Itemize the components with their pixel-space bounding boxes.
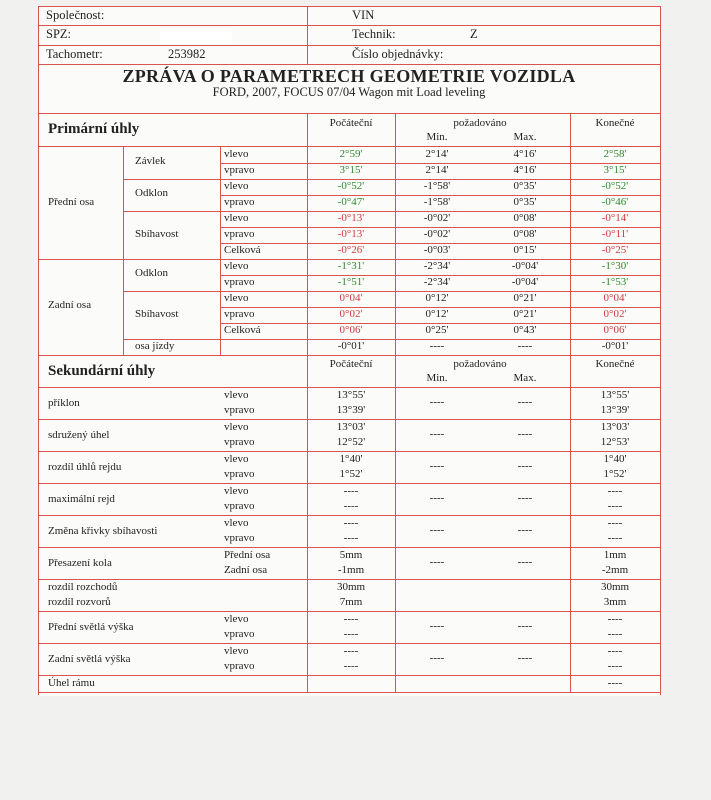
max-value: 0°35': [513, 196, 537, 208]
grid-line: [38, 547, 660, 548]
grid-line: [38, 515, 660, 516]
min-value: -0°02': [423, 228, 451, 240]
final-value: 2°58': [603, 148, 627, 160]
side-label: vlevo: [224, 180, 249, 192]
final-value: ----: [607, 660, 623, 672]
col-final: Konečné: [595, 358, 635, 370]
side-label: Zadní osa: [224, 564, 268, 576]
technician-label: Technik:: [352, 27, 396, 41]
header-block: [38, 6, 660, 64]
min-value: -2°34': [423, 260, 451, 272]
max-value: ----: [517, 428, 533, 440]
min-value: 2°14': [425, 164, 449, 176]
grid-line: [38, 146, 660, 147]
side-label: vpravo: [224, 228, 255, 240]
side-label: vlevo: [224, 485, 249, 497]
col-max: Max.: [513, 372, 537, 384]
grid-line: [307, 6, 308, 64]
group-camber: Odklon: [135, 187, 168, 199]
max-value: 0°15': [513, 244, 537, 256]
side-label: vlevo: [224, 613, 249, 625]
final-value: -0°25': [601, 244, 629, 256]
initial-value: 13°03': [336, 421, 366, 433]
secondary-row-label: Přesazení kola: [48, 557, 112, 569]
final-value: -1°53': [601, 276, 629, 288]
secondary-row-label: Změna křivky sbíhavosti: [48, 525, 158, 537]
initial-value: -1°31': [337, 260, 365, 272]
initial-value: 12°52': [336, 436, 366, 448]
min-value: -2°34': [423, 276, 451, 288]
final-value: ----: [607, 645, 623, 657]
final-value: 1°40': [603, 453, 627, 465]
final-value: 30mm: [600, 581, 630, 593]
grid-line: [123, 146, 124, 355]
company-label: Společnost:: [46, 8, 105, 22]
final-value: ----: [607, 532, 623, 544]
max-value: 0°21': [513, 292, 537, 304]
final-value: -0°52': [601, 180, 629, 192]
odometer-label: Tachometr:: [46, 47, 103, 61]
initial-value: 1°52': [339, 468, 363, 480]
group-toe: Závlek: [135, 155, 166, 167]
secondary-row-label: příklon: [48, 397, 80, 409]
min-value: ----: [429, 460, 445, 472]
secondary-row-label: sdružený úhel: [48, 429, 110, 441]
min-value: 0°25': [425, 324, 449, 336]
side-label: vpravo: [224, 660, 255, 672]
grid-line: [220, 195, 660, 196]
initial-value: 13°39': [336, 404, 366, 416]
max-value: 0°43': [513, 324, 537, 336]
final-value: 1mm: [603, 549, 627, 561]
side-label: Celková: [224, 324, 261, 336]
min-value: ----: [429, 556, 445, 568]
grid-line: [220, 146, 221, 355]
max-value: ----: [517, 620, 533, 632]
col-final: Konečné: [595, 117, 635, 129]
initial-value: 1°40': [339, 453, 363, 465]
initial-value: ----: [343, 628, 359, 640]
grid-line: [123, 211, 660, 212]
col-max: Max.: [513, 131, 537, 143]
final-value: 3mm: [603, 596, 627, 608]
max-value: ----: [517, 460, 533, 472]
side-label: vlevo: [224, 453, 249, 465]
initial-value: -0°26': [337, 244, 365, 256]
final-value: -0°11': [601, 228, 629, 240]
grid-line: [38, 387, 660, 388]
side-label: Přední osa: [224, 549, 271, 561]
secondary-row-label: rozdíl rozchodů: [48, 581, 118, 593]
initial-value: 0°02': [339, 308, 363, 320]
secondary-row-label: Přední světlá výška: [48, 621, 134, 633]
col-min: Min.: [426, 131, 448, 143]
min-value: ----: [429, 620, 445, 632]
final-value: -0°14': [601, 212, 629, 224]
min-value: ----: [429, 396, 445, 408]
vin-label: VIN: [352, 8, 375, 22]
side-label: vpravo: [224, 276, 255, 288]
final-value: 1°52': [603, 468, 627, 480]
final-value: 13°03': [600, 421, 630, 433]
side-label: vlevo: [224, 260, 249, 272]
initial-value: -0°01': [337, 340, 365, 352]
max-value: 0°21': [513, 308, 537, 320]
initial-value: -1mm: [337, 564, 365, 576]
grid-line: [38, 692, 660, 693]
min-value: 2°14': [425, 148, 449, 160]
max-value: 0°08': [513, 212, 537, 224]
secondary-row-label: rozdíl úhlů rejdu: [48, 461, 122, 473]
col-initial: Počáteční: [329, 117, 373, 129]
final-value: ----: [607, 485, 623, 497]
max-value: 4°16': [513, 148, 537, 160]
initial-value: 5mm: [339, 549, 363, 561]
grid-line: [38, 259, 660, 260]
min-value: -1°58': [423, 180, 451, 192]
grid-line: [220, 163, 660, 164]
grid-line: [38, 45, 660, 46]
grid-line: [38, 611, 660, 612]
grid-line: [220, 227, 660, 228]
initial-value: -0°13': [337, 228, 365, 240]
side-label: Celková: [224, 244, 261, 256]
min-value: ----: [429, 652, 445, 664]
max-value: -0°04': [511, 276, 539, 288]
grid-line: [220, 275, 660, 276]
side-label: vpravo: [224, 532, 255, 544]
grid-line: [123, 179, 660, 180]
min-value: 0°12': [425, 292, 449, 304]
side-label: vlevo: [224, 148, 249, 160]
grid-line: [307, 355, 308, 692]
grid-line: [570, 355, 571, 692]
min-value: -0°02': [423, 212, 451, 224]
report-title: ZPRÁVA O PARAMETRECH GEOMETRIE VOZIDLA: [122, 66, 576, 86]
min-value: ----: [429, 524, 445, 536]
group-thrust-angle: osa jízdy: [135, 340, 175, 352]
final-value: 12°53': [600, 436, 630, 448]
col-initial: Počáteční: [329, 358, 373, 370]
final-value: -1°30': [601, 260, 629, 272]
final-value: 0°02': [603, 308, 627, 320]
col-required: požadováno: [453, 358, 507, 370]
side-label: vpravo: [224, 308, 255, 320]
side-label: vpravo: [224, 628, 255, 640]
max-value: ----: [517, 396, 533, 408]
min-value: -1°58': [423, 196, 451, 208]
min-value: 0°12': [425, 308, 449, 320]
side-label: vpravo: [224, 468, 255, 480]
final-value: 0°04': [603, 292, 627, 304]
min-value: ----: [429, 492, 445, 504]
final-value: -0°46': [601, 196, 629, 208]
spz-label: SPZ:: [46, 27, 72, 41]
grid-line: [38, 675, 660, 676]
primary-angles-heading: Primární úhly: [48, 121, 140, 137]
secondary-row-label: maximální rejd: [48, 493, 115, 505]
grid-line: [38, 643, 660, 644]
grid-line: [220, 243, 660, 244]
col-min: Min.: [426, 372, 448, 384]
side-label: vlevo: [224, 517, 249, 529]
final-value: ----: [607, 500, 623, 512]
final-value: ----: [607, 517, 623, 529]
initial-value: ----: [343, 532, 359, 544]
secondary-angles-heading: Sekundární úhly: [48, 363, 156, 379]
min-value: ----: [429, 340, 445, 352]
technician-value: Z: [470, 27, 478, 41]
initial-value: -1°51': [337, 276, 365, 288]
side-label: vlevo: [224, 421, 249, 433]
max-value: ----: [517, 652, 533, 664]
max-value: ----: [517, 340, 533, 352]
grid-line: [395, 113, 396, 355]
initial-value: ----: [343, 660, 359, 672]
frame-angle-label: Úhel rámu: [48, 677, 95, 689]
grid-line: [38, 483, 660, 484]
initial-value: ----: [343, 517, 359, 529]
group-toe-in: Sbíhavost: [135, 228, 179, 240]
initial-value: 7mm: [339, 596, 363, 608]
max-value: 0°35': [513, 180, 537, 192]
initial-value: 13°55': [336, 389, 366, 401]
secondary-row-label: rozdíl rozvorů: [48, 596, 111, 608]
side-label: vpravo: [224, 164, 255, 176]
final-value: 13°55': [600, 389, 630, 401]
side-label: vpravo: [224, 404, 255, 416]
col-required: požadováno: [453, 117, 507, 129]
odometer-value: 253982: [168, 47, 206, 61]
max-value: ----: [517, 492, 533, 504]
grid-line: [38, 113, 660, 114]
grid-line: [570, 113, 571, 355]
initial-value: 30mm: [336, 581, 366, 593]
initial-value: 0°04': [339, 292, 363, 304]
final-value: 0°06': [603, 324, 627, 336]
rear-axle-label: Zadní osa: [48, 299, 92, 311]
initial-value: ----: [343, 485, 359, 497]
grid-line: [38, 355, 660, 356]
max-value: -0°04': [511, 260, 539, 272]
grid-line: [38, 419, 660, 420]
max-value: 0°08': [513, 228, 537, 240]
initial-value: -0°13': [337, 212, 365, 224]
front-axle-label: Přední osa: [48, 196, 95, 208]
grid-line: [395, 355, 396, 692]
final-value: ----: [607, 677, 623, 689]
grid-line: [123, 291, 660, 292]
min-value: ----: [429, 428, 445, 440]
grid-line: [220, 307, 660, 308]
final-value: 3°15': [603, 164, 627, 176]
grid-line: [660, 6, 661, 695]
secondary-row-label: Zadní světlá výška: [48, 653, 131, 665]
side-label: vlevo: [224, 212, 249, 224]
grid-line: [38, 6, 660, 7]
side-label: vlevo: [224, 389, 249, 401]
group-camber: Odklon: [135, 267, 168, 279]
initial-value: 0°06': [339, 324, 363, 336]
final-value: -0°01': [601, 340, 629, 352]
final-value: 13°39': [600, 404, 630, 416]
initial-value: 3°15': [339, 164, 363, 176]
initial-value: ----: [343, 613, 359, 625]
initial-value: ----: [343, 645, 359, 657]
side-label: vlevo: [224, 292, 249, 304]
side-label: vpravo: [224, 436, 255, 448]
side-label: vlevo: [224, 645, 249, 657]
grid-line: [307, 113, 308, 355]
max-value: ----: [517, 556, 533, 568]
side-label: vpravo: [224, 500, 255, 512]
max-value: 4°16': [513, 164, 537, 176]
order-number-label: Číslo objednávky:: [352, 47, 444, 61]
side-label: vpravo: [224, 196, 255, 208]
final-value: -2mm: [601, 564, 629, 576]
grid-line: [38, 579, 660, 580]
grid-line: [38, 64, 660, 65]
initial-value: 2°59': [339, 148, 363, 160]
initial-value: ----: [343, 500, 359, 512]
group-toe-in: Sbíhavost: [135, 308, 179, 320]
grid-line: [38, 6, 39, 695]
grid-line: [123, 339, 660, 340]
final-value: ----: [607, 613, 623, 625]
redacted-plate: [160, 28, 232, 44]
report-subtitle: FORD, 2007, FOCUS 07/04 Wagon mit Load leveling: [212, 85, 486, 99]
grid-line: [220, 323, 660, 324]
initial-value: -0°52': [337, 180, 365, 192]
min-value: -0°03': [423, 244, 451, 256]
grid-line: [38, 25, 660, 26]
final-value: ----: [607, 628, 623, 640]
grid-line: [38, 451, 660, 452]
initial-value: -0°47': [337, 196, 365, 208]
max-value: ----: [517, 524, 533, 536]
